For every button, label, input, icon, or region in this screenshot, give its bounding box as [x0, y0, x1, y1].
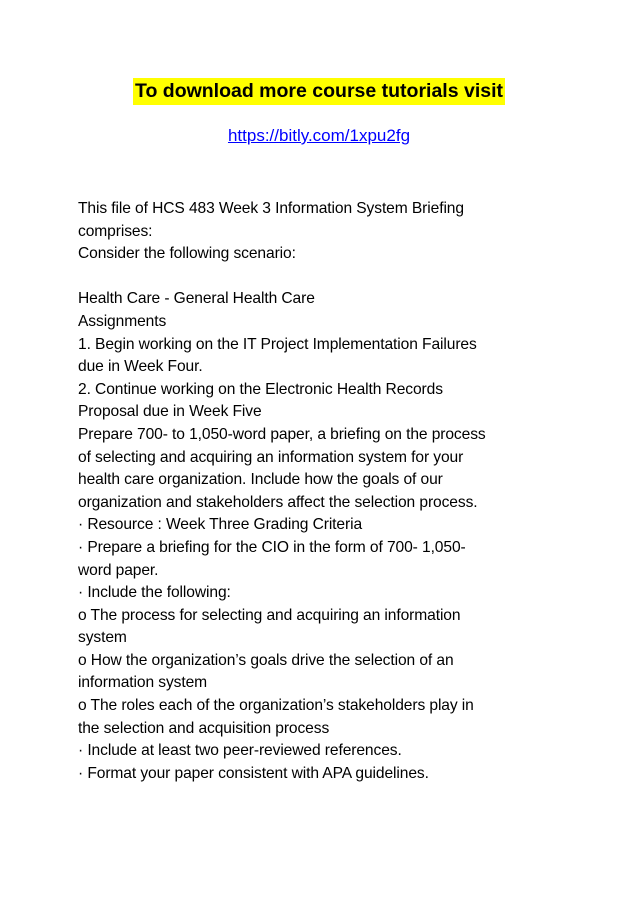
body-line: o How the organization’s goals drive the selection of an — [78, 651, 454, 669]
body-line: · Format your paper consistent with APA guidelines. — [78, 764, 429, 782]
document-body — [78, 198, 578, 785]
body-line: the selection and acquisition process — [78, 719, 330, 737]
body-line: Consider the following scenario: — [78, 245, 296, 263]
body-line: Prepare 700- to 1,050-word paper, a briefing on the process — [78, 425, 486, 443]
body-line: system — [78, 629, 127, 647]
body-line: Assignments — [78, 312, 167, 330]
body-line: · Resource : Week Three Grading Criteria — [78, 516, 363, 534]
header — [0, 78, 638, 105]
body-line: of selecting and acquiring an information system for your — [78, 448, 464, 466]
page-title: To download more course tutorials visit — [133, 78, 505, 105]
body-line: This file of HCS 483 Week 3 Information System Briefing — [78, 200, 464, 217]
body-line: o The roles each of the organization’s stakeholders play in — [78, 697, 474, 715]
body-line: information system — [78, 674, 208, 692]
body-line: · Prepare a briefing for the CIO in the form of 700- 1,050- — [78, 538, 466, 556]
body-line: · Include at least two peer-reviewed references. — [78, 742, 402, 760]
body-line: word paper. — [78, 561, 159, 579]
body-line: Health Care - General Health Care — [78, 290, 315, 308]
link-container — [0, 124, 638, 148]
body-line: 2. Continue working on the Electronic Health Records — [78, 380, 443, 398]
tutorial-link[interactable]: https://bitly.com/1xpu2fg — [227, 126, 411, 145]
body-line: comprises: — [78, 222, 153, 240]
body-line: · Include the following: — [78, 584, 231, 602]
body-line: o The process for selecting and acquiring an information — [78, 606, 461, 624]
body-line: health care organization. Include how the goals of our — [78, 471, 443, 489]
body-line: organization and stakeholders affect the selection process. — [78, 493, 478, 511]
body-line: due in Week Four. — [78, 358, 203, 376]
body-line: Proposal due in Week Five — [78, 403, 262, 421]
body-line: 1. Begin working on the IT Project Implementation Failures — [78, 335, 477, 353]
blank-line — [78, 266, 578, 289]
